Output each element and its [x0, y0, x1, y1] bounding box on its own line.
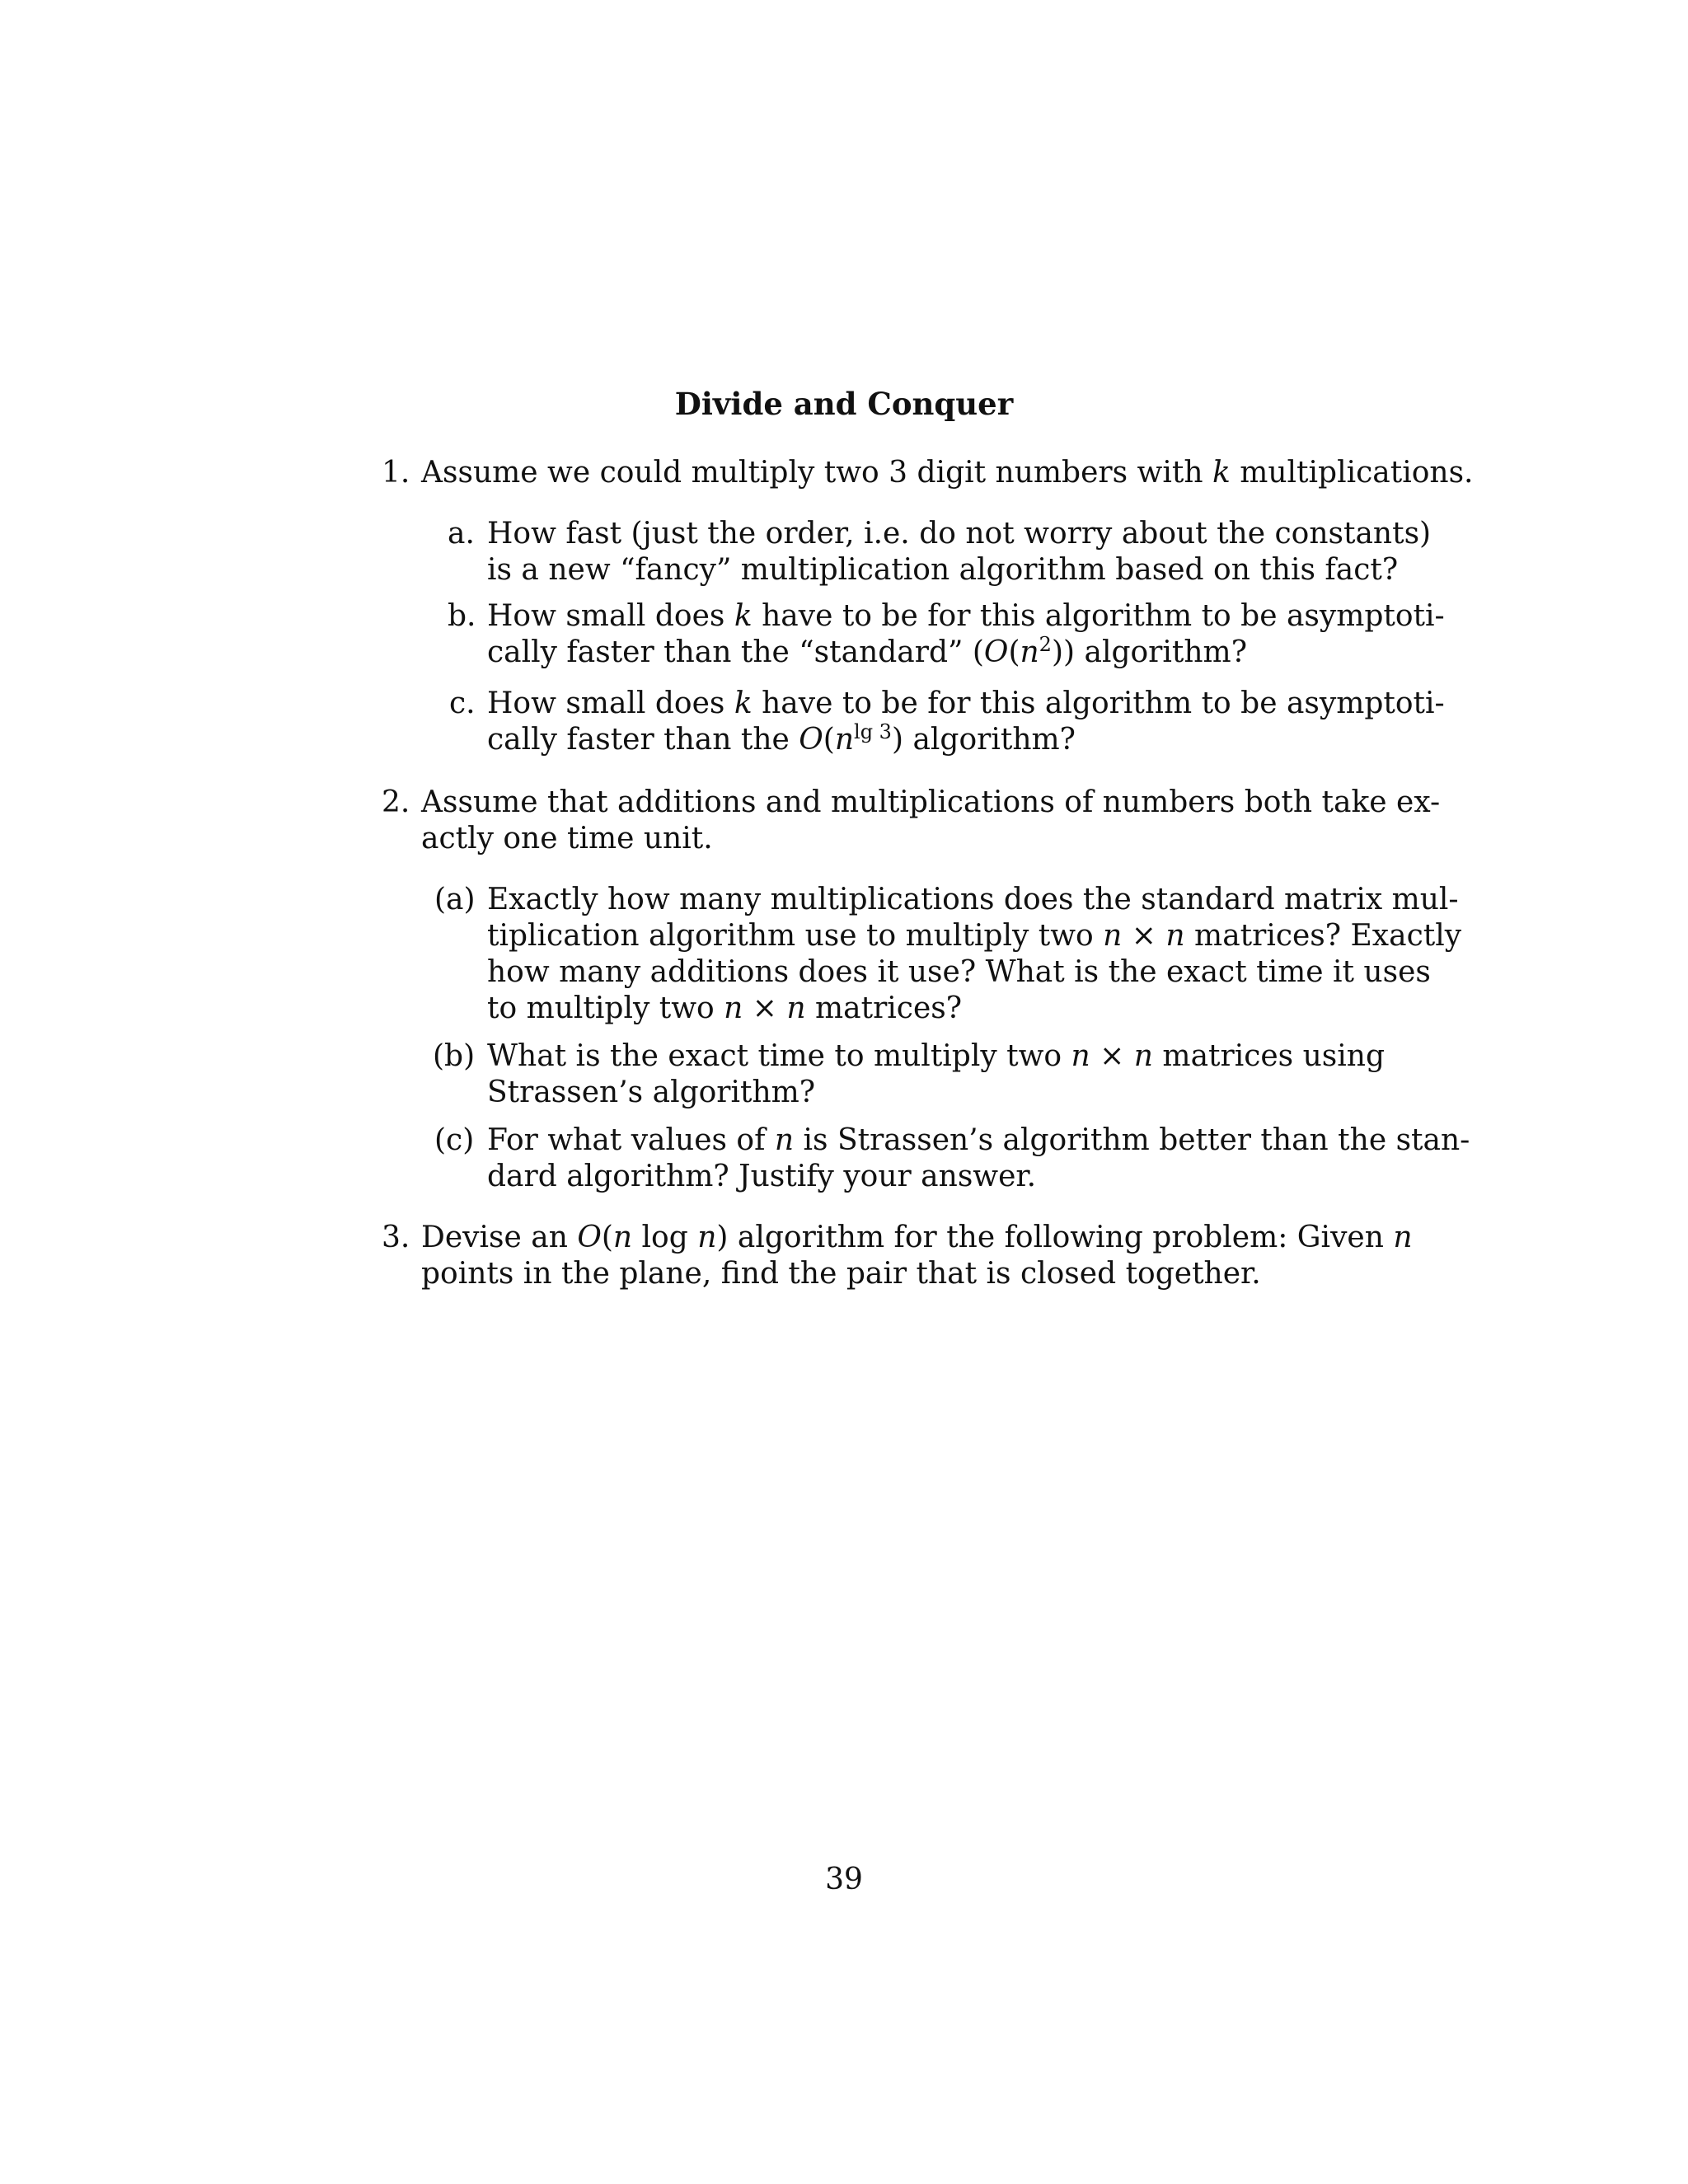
subpart-line: What is the exact time to multiply two n × n matrices using [487, 1039, 1386, 1073]
subpart-line: How small does k have to be for this algorithm to be asymptoti- [487, 687, 1445, 720]
subpart-line: dard algorithm? Justify your answer. [487, 1160, 1037, 1193]
subpart-line: tiplication algorithm use to multiply two n × n matrices? Exactly [487, 919, 1462, 953]
subpart-line: How fast (just the order, i.e. do not worry about the constants) [487, 517, 1432, 551]
problem-number: 2. [382, 785, 410, 819]
subpart-line: cally faster than the “standard” $(O(n^2))$ algorithm? [487, 633, 1247, 669]
subpart-line: is a new “fancy” multiplication algorithm based on this fact? [487, 553, 1399, 587]
subpart-line: to multiply two n × n matrices? [487, 991, 963, 1025]
problem-text: Devise an O(n log n) algorithm for the following problem: Given n [421, 1221, 1413, 1254]
subpart-marker: c. [449, 687, 476, 720]
subpart-line: How small does k have to be for this algorithm to be asymptoti- [487, 599, 1445, 633]
subpart-marker: (c) [434, 1123, 475, 1157]
problem-number: 1. [382, 456, 410, 490]
subpart-marker: (a) [434, 883, 476, 916]
page-number: 39 [825, 1863, 863, 1896]
subpart-line: cally faster than the $O(n^{lg 3})$ algorithm? [487, 720, 1076, 757]
problem-text: Assume we could multiply two 3 digit numbers with k multiplications. [421, 456, 1474, 490]
subpart-line: For what values of n is Strassen’s algorithm better than the stan- [487, 1123, 1470, 1157]
problem-text: points in the plane, find the pair that is closed together. [421, 1257, 1261, 1291]
problem-text: Assume that additions and multiplications of numbers both take ex- [421, 785, 1441, 819]
problem-number: 3. [382, 1221, 410, 1254]
subpart-marker: b. [448, 599, 476, 633]
subpart-marker: a. [448, 517, 475, 551]
subpart-line: how many additions does it use? What is the exact time it uses [487, 955, 1431, 989]
subpart-marker: (b) [433, 1039, 476, 1073]
page-title: Divide and Conquer [674, 386, 1014, 422]
subpart-line: Strassen’s algorithm? [487, 1076, 816, 1109]
problem-text: actly one time unit. [421, 822, 713, 855]
subpart-line: Exactly how many multiplications does the standard matrix mul- [487, 883, 1459, 916]
